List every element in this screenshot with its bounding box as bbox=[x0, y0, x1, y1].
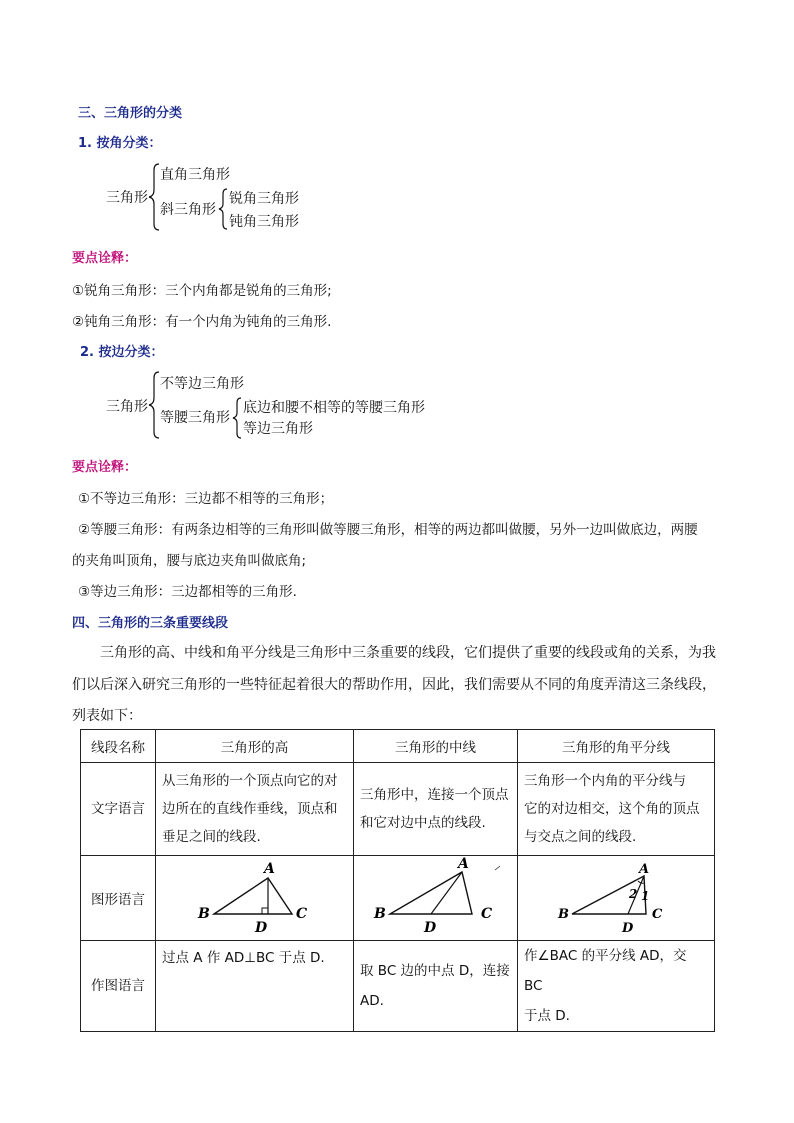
intro-paragraph-line: 列表如下： bbox=[72, 708, 142, 724]
tree-leaf: 底边和腰不相等的等腰三角形 bbox=[243, 400, 425, 416]
angle-label-1: 1 bbox=[641, 889, 650, 903]
vertex-label-b: B bbox=[558, 907, 569, 922]
left-brace-icon bbox=[232, 396, 242, 440]
altitude-triangle-figure bbox=[156, 856, 352, 936]
median-construction bbox=[354, 941, 518, 1032]
bisector-construction bbox=[518, 941, 715, 1032]
median-figure-cell bbox=[354, 856, 518, 941]
vertex-label-b: B bbox=[198, 906, 210, 922]
triangle-outline bbox=[390, 872, 472, 914]
point-label-d: D bbox=[255, 920, 268, 936]
cell-line: AD. bbox=[360, 993, 384, 1009]
vertex-label-b: B bbox=[374, 906, 386, 922]
section-heading-classification: 三、三角形的分类 bbox=[78, 106, 183, 121]
cell-line: 取 BC 边的中点 D，连接 bbox=[360, 963, 510, 979]
tree-branch: 直角三角形 bbox=[160, 167, 230, 183]
row-label: 图形语言 bbox=[81, 856, 156, 941]
median-definition bbox=[354, 763, 518, 856]
table-row-construction-language bbox=[81, 941, 715, 1032]
key-points-label: 要点诠释： bbox=[72, 251, 138, 266]
tree-branch: 斜三角形 bbox=[160, 202, 216, 218]
tree-root: 三角形 bbox=[106, 399, 148, 415]
vertex-label-c: C bbox=[296, 906, 308, 922]
table-header-row bbox=[81, 730, 715, 763]
table-header-cell: 三角形的中线 bbox=[354, 730, 518, 763]
left-brace-icon bbox=[148, 162, 160, 232]
vertex-label-a: A bbox=[264, 861, 275, 877]
cell-line: 垂足之间的线段. bbox=[162, 829, 261, 845]
median-segment bbox=[431, 872, 462, 914]
bisector-figure-cell bbox=[518, 856, 715, 941]
angle-label-2: 2 bbox=[629, 887, 638, 901]
table-header-cell: 线段名称 bbox=[81, 730, 156, 763]
vertex-label-a: A bbox=[639, 862, 650, 877]
note-item: ③等边三角形：三边都相等的三角形. bbox=[78, 584, 297, 600]
key-points-label: 要点诠释： bbox=[72, 460, 138, 475]
cell-line: 从三角形的一个顶点向它的对 bbox=[162, 773, 338, 789]
left-brace-icon bbox=[218, 187, 228, 231]
intro-paragraph-line: 们以后深入研究三角形的一些特征起着很大的帮助作用，因此，我们需要从不同的角度弄清这三条线段， bbox=[72, 677, 716, 693]
tree-leaf: 钝角三角形 bbox=[229, 214, 299, 230]
cell-line: 它的对边相交，这个角的顶点 bbox=[524, 801, 700, 817]
note-item-continuation: 的夹角叫顶角，腰与底边夹角叫做底角; bbox=[72, 553, 307, 569]
cell-line: 和它对边中点的线段. bbox=[360, 815, 486, 831]
cell-line: 三角形一个内角的平分线与 bbox=[524, 773, 686, 789]
table-row-figure-language bbox=[81, 856, 715, 941]
cell-line: 边所在的直线作垂线，顶点和 bbox=[162, 801, 338, 817]
note-item: ②等腰三角形：有两条边相等的三角形叫做等腰三角形，相等的两边都叫做腰，另外一边叫做底边，两腰 bbox=[78, 522, 698, 538]
point-label-d: D bbox=[622, 921, 634, 936]
tree-root: 三角形 bbox=[106, 190, 148, 206]
note-item: ②钝角三角形：有一个内角为钝角的三角形. bbox=[72, 314, 332, 330]
note-item: ①不等边三角形：三边都不相等的三角形； bbox=[78, 491, 334, 507]
altitude-definition bbox=[156, 763, 354, 856]
tree-branch: 等腰三角形 bbox=[160, 410, 230, 426]
table-header-cell: 三角形的角平分线 bbox=[518, 730, 715, 763]
cell-line: 作∠BAC 的平分线 AD，交 BC bbox=[524, 948, 687, 994]
row-label: 作图语言 bbox=[81, 941, 156, 1032]
section-heading-important-segments: 四、三角形的三条重要线段 bbox=[72, 616, 229, 631]
vertex-label-a: A bbox=[458, 856, 469, 872]
cell-line: 与交点之间的线段. bbox=[524, 829, 637, 845]
vertex-label-c: C bbox=[481, 906, 493, 922]
left-brace-icon bbox=[148, 370, 160, 440]
tree-leaf: 等边三角形 bbox=[243, 421, 313, 437]
table-row-text-language bbox=[81, 763, 715, 856]
altitude-construction: 过点 A 作 AD⊥BC 于点 D. bbox=[156, 941, 354, 1032]
vertex-label-c: C bbox=[652, 907, 663, 922]
stray-mark bbox=[495, 866, 500, 870]
subheading-by-angle: 1. 按角分类： bbox=[78, 136, 162, 151]
tree-leaf: 锐角三角形 bbox=[229, 191, 299, 207]
subheading-by-side: 2. 按边分类： bbox=[80, 345, 164, 360]
segments-comparison-table bbox=[80, 729, 715, 1032]
intro-paragraph-line: 三角形的高、中线和角平分线是三角形中三条重要的线段，它们提供了重要的线段或角的关系，为我 bbox=[100, 645, 716, 661]
bisector-definition bbox=[518, 763, 715, 856]
row-label: 文字语言 bbox=[81, 763, 156, 856]
triangle-outline bbox=[214, 878, 292, 914]
right-angle-mark bbox=[262, 908, 268, 914]
altitude-figure-cell bbox=[156, 856, 354, 941]
note-item: ①锐角三角形：三个内角都是锐角的三角形; bbox=[72, 283, 332, 299]
bisector-triangle-figure bbox=[518, 856, 714, 936]
median-triangle-figure bbox=[354, 856, 516, 936]
cell-line: 三角形中，连接一个顶点 bbox=[360, 787, 509, 803]
tree-branch: 不等边三角形 bbox=[160, 376, 244, 392]
point-label-d: D bbox=[424, 920, 437, 936]
cell-line: 于点 D. bbox=[524, 1008, 570, 1024]
table-header-cell: 三角形的高 bbox=[156, 730, 354, 763]
